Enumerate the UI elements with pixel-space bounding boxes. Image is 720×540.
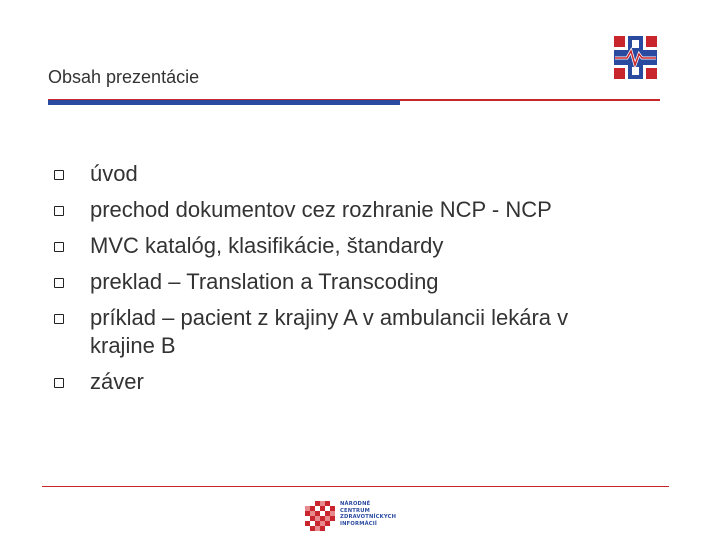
content-list <box>54 160 674 396</box>
list-item <box>54 304 674 360</box>
nczi-logo-wordmark: NÁRODNÉ CENTRUM ZDRAVOTNÍCKYCH INFORMÁCIÍ <box>340 501 397 527</box>
square-bullet-icon <box>54 314 64 324</box>
square-bullet-icon <box>54 278 64 288</box>
square-bullet-icon <box>54 378 64 388</box>
list-item-text: preklad – Translation a Transcoding <box>90 269 439 294</box>
list-item <box>54 232 674 260</box>
list-item-text: záver <box>90 369 144 394</box>
list-item <box>54 368 674 396</box>
list-item-text: prechod dokumentov cez rozhranie NCP - NCP <box>90 197 552 222</box>
list-item <box>54 196 674 224</box>
list-item-text: príklad – pacient z krajiny A v ambulancii lekára v krajine B <box>90 305 569 358</box>
list-item-text: úvod <box>90 161 138 186</box>
square-bullet-icon <box>54 170 64 180</box>
medical-cross-logo-icon <box>612 34 659 81</box>
list-item <box>54 160 674 188</box>
title-underline-blue <box>48 100 400 105</box>
square-bullet-icon <box>54 206 64 216</box>
list-item <box>54 268 674 296</box>
footer-divider <box>42 486 669 487</box>
square-bullet-icon <box>54 242 64 252</box>
list-item-text: MVC katalóg, klasifikácie, štandardy <box>90 233 444 258</box>
slide-title: Obsah prezentácie <box>48 67 200 87</box>
